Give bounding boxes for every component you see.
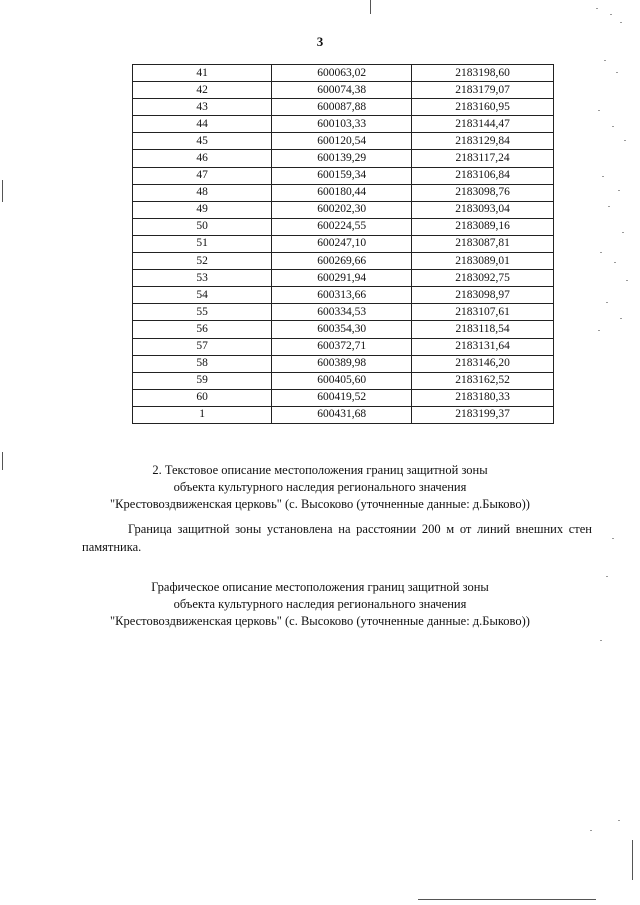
table-row xyxy=(133,116,554,133)
table-row xyxy=(133,304,554,321)
table-row xyxy=(133,270,554,287)
point-number-cell: 49 xyxy=(133,201,272,218)
table-row xyxy=(133,99,554,116)
scan-speck xyxy=(610,14,612,15)
y-coordinate-cell: 2183117,24 xyxy=(412,150,554,167)
scan-speck xyxy=(598,330,600,331)
point-number-cell: 52 xyxy=(133,253,272,270)
table-row xyxy=(133,218,554,235)
graphic-heading-line1: Графическое описание местоположения границ защитной зоны xyxy=(151,580,489,594)
scan-mark-bottom-line xyxy=(418,899,596,900)
y-coordinate-cell: 2183118,54 xyxy=(412,321,554,338)
scan-speck xyxy=(614,262,616,263)
scan-speck xyxy=(622,232,624,233)
section2-heading-line3: "Крестовоздвиженская церковь" (с. Высоково (уточненные данные: д.Быково)) xyxy=(110,497,530,511)
scan-speck xyxy=(624,140,626,141)
x-coordinate-cell: 600180,44 xyxy=(272,184,412,201)
y-coordinate-cell: 2183098,76 xyxy=(412,184,554,201)
table-row xyxy=(133,321,554,338)
table-row xyxy=(133,150,554,167)
boundary-description: Граница защитной зоны установлена на расстоянии 200 м от линий внешних стен памятника. xyxy=(82,522,592,554)
coordinates-table xyxy=(132,64,554,424)
graphic-heading-line3: "Крестовоздвиженская церковь" (с. Высоково (уточненные данные: д.Быково)) xyxy=(110,614,530,628)
x-coordinate-cell: 600334,53 xyxy=(272,304,412,321)
point-number-cell: 48 xyxy=(133,184,272,201)
x-coordinate-cell: 600139,29 xyxy=(272,150,412,167)
scan-speck xyxy=(616,72,618,73)
x-coordinate-cell: 600389,98 xyxy=(272,355,412,372)
y-coordinate-cell: 2183089,16 xyxy=(412,218,554,235)
point-number-cell: 54 xyxy=(133,287,272,304)
graphic-description-heading xyxy=(0,579,640,630)
point-number-cell: 46 xyxy=(133,150,272,167)
scan-mark-left-1 xyxy=(2,180,3,202)
scan-speck xyxy=(612,538,614,539)
scan-speck xyxy=(612,126,614,127)
scan-speck xyxy=(608,206,610,207)
scan-speck xyxy=(590,830,592,831)
point-number-cell: 43 xyxy=(133,99,272,116)
x-coordinate-cell: 600291,94 xyxy=(272,270,412,287)
y-coordinate-cell: 2183089,01 xyxy=(412,253,554,270)
y-coordinate-cell: 2183144,47 xyxy=(412,116,554,133)
section2-heading xyxy=(0,462,640,513)
x-coordinate-cell: 600224,55 xyxy=(272,218,412,235)
point-number-cell: 41 xyxy=(133,65,272,82)
scan-speck xyxy=(626,280,628,281)
y-coordinate-cell: 2183092,75 xyxy=(412,270,554,287)
scan-speck xyxy=(602,176,604,177)
x-coordinate-cell: 600354,30 xyxy=(272,321,412,338)
point-number-cell: 1 xyxy=(133,406,272,423)
x-coordinate-cell: 600087,88 xyxy=(272,99,412,116)
point-number-cell: 60 xyxy=(133,389,272,406)
y-coordinate-cell: 2183098,97 xyxy=(412,287,554,304)
table-row xyxy=(133,355,554,372)
point-number-cell: 55 xyxy=(133,304,272,321)
scan-speck xyxy=(620,318,622,319)
section2-heading-line1: 2. Текстовое описание местоположения границ защитной зоны xyxy=(152,463,488,477)
x-coordinate-cell: 600202,30 xyxy=(272,201,412,218)
table-row xyxy=(133,235,554,252)
point-number-cell: 45 xyxy=(133,133,272,150)
x-coordinate-cell: 600405,60 xyxy=(272,372,412,389)
x-coordinate-cell: 600431,68 xyxy=(272,406,412,423)
graphic-heading-line2: объекта культурного наследия регионального значения xyxy=(173,597,467,611)
table-row xyxy=(133,82,554,99)
y-coordinate-cell: 2183087,81 xyxy=(412,235,554,252)
scan-mark-top xyxy=(370,0,371,14)
scan-speck xyxy=(618,190,620,191)
scan-speck xyxy=(596,8,598,9)
y-coordinate-cell: 2183199,37 xyxy=(412,406,554,423)
scan-speck xyxy=(598,110,600,111)
table-row xyxy=(133,167,554,184)
table-row xyxy=(133,287,554,304)
table-row xyxy=(133,65,554,82)
point-number-cell: 57 xyxy=(133,338,272,355)
y-coordinate-cell: 2183179,07 xyxy=(412,82,554,99)
scan-speck xyxy=(606,302,608,303)
x-coordinate-cell: 600313,66 xyxy=(272,287,412,304)
scan-speck xyxy=(600,640,602,641)
x-coordinate-cell: 600103,33 xyxy=(272,116,412,133)
point-number-cell: 47 xyxy=(133,167,272,184)
scan-speck xyxy=(618,820,620,821)
point-number-cell: 59 xyxy=(133,372,272,389)
table-row xyxy=(133,133,554,150)
table-row xyxy=(133,338,554,355)
x-coordinate-cell: 600120,54 xyxy=(272,133,412,150)
point-number-cell: 53 xyxy=(133,270,272,287)
x-coordinate-cell: 600247,10 xyxy=(272,235,412,252)
y-coordinate-cell: 2183129,84 xyxy=(412,133,554,150)
y-coordinate-cell: 2183160,95 xyxy=(412,99,554,116)
point-number-cell: 44 xyxy=(133,116,272,133)
table-row xyxy=(133,253,554,270)
section2-heading-line2: объекта культурного наследия регионального значения xyxy=(173,480,467,494)
table-row xyxy=(133,406,554,423)
x-coordinate-cell: 600269,66 xyxy=(272,253,412,270)
page-number: 3 xyxy=(316,34,324,49)
y-coordinate-cell: 2183106,84 xyxy=(412,167,554,184)
point-number-cell: 58 xyxy=(133,355,272,372)
scan-speck xyxy=(606,576,608,577)
x-coordinate-cell: 600372,71 xyxy=(272,338,412,355)
y-coordinate-cell: 2183107,61 xyxy=(412,304,554,321)
table-row xyxy=(133,372,554,389)
point-number-cell: 42 xyxy=(133,82,272,99)
point-number-cell: 51 xyxy=(133,235,272,252)
scan-mark-bottom-right xyxy=(632,840,633,880)
y-coordinate-cell: 2183198,60 xyxy=(412,65,554,82)
point-number-cell: 50 xyxy=(133,218,272,235)
y-coordinate-cell: 2183131,64 xyxy=(412,338,554,355)
scan-speck xyxy=(604,60,606,61)
y-coordinate-cell: 2183162,52 xyxy=(412,372,554,389)
point-number-cell: 56 xyxy=(133,321,272,338)
coordinates-table-body xyxy=(133,65,554,424)
y-coordinate-cell: 2183146,20 xyxy=(412,355,554,372)
x-coordinate-cell: 600074,38 xyxy=(272,82,412,99)
table-row xyxy=(133,389,554,406)
y-coordinate-cell: 2183093,04 xyxy=(412,201,554,218)
x-coordinate-cell: 600063,02 xyxy=(272,65,412,82)
table-row xyxy=(133,184,554,201)
scan-speck xyxy=(600,252,602,253)
table-row xyxy=(133,201,554,218)
scan-speck xyxy=(620,22,622,23)
scan-mark-left-2 xyxy=(2,452,3,470)
x-coordinate-cell: 600419,52 xyxy=(272,389,412,406)
y-coordinate-cell: 2183180,33 xyxy=(412,389,554,406)
x-coordinate-cell: 600159,34 xyxy=(272,167,412,184)
